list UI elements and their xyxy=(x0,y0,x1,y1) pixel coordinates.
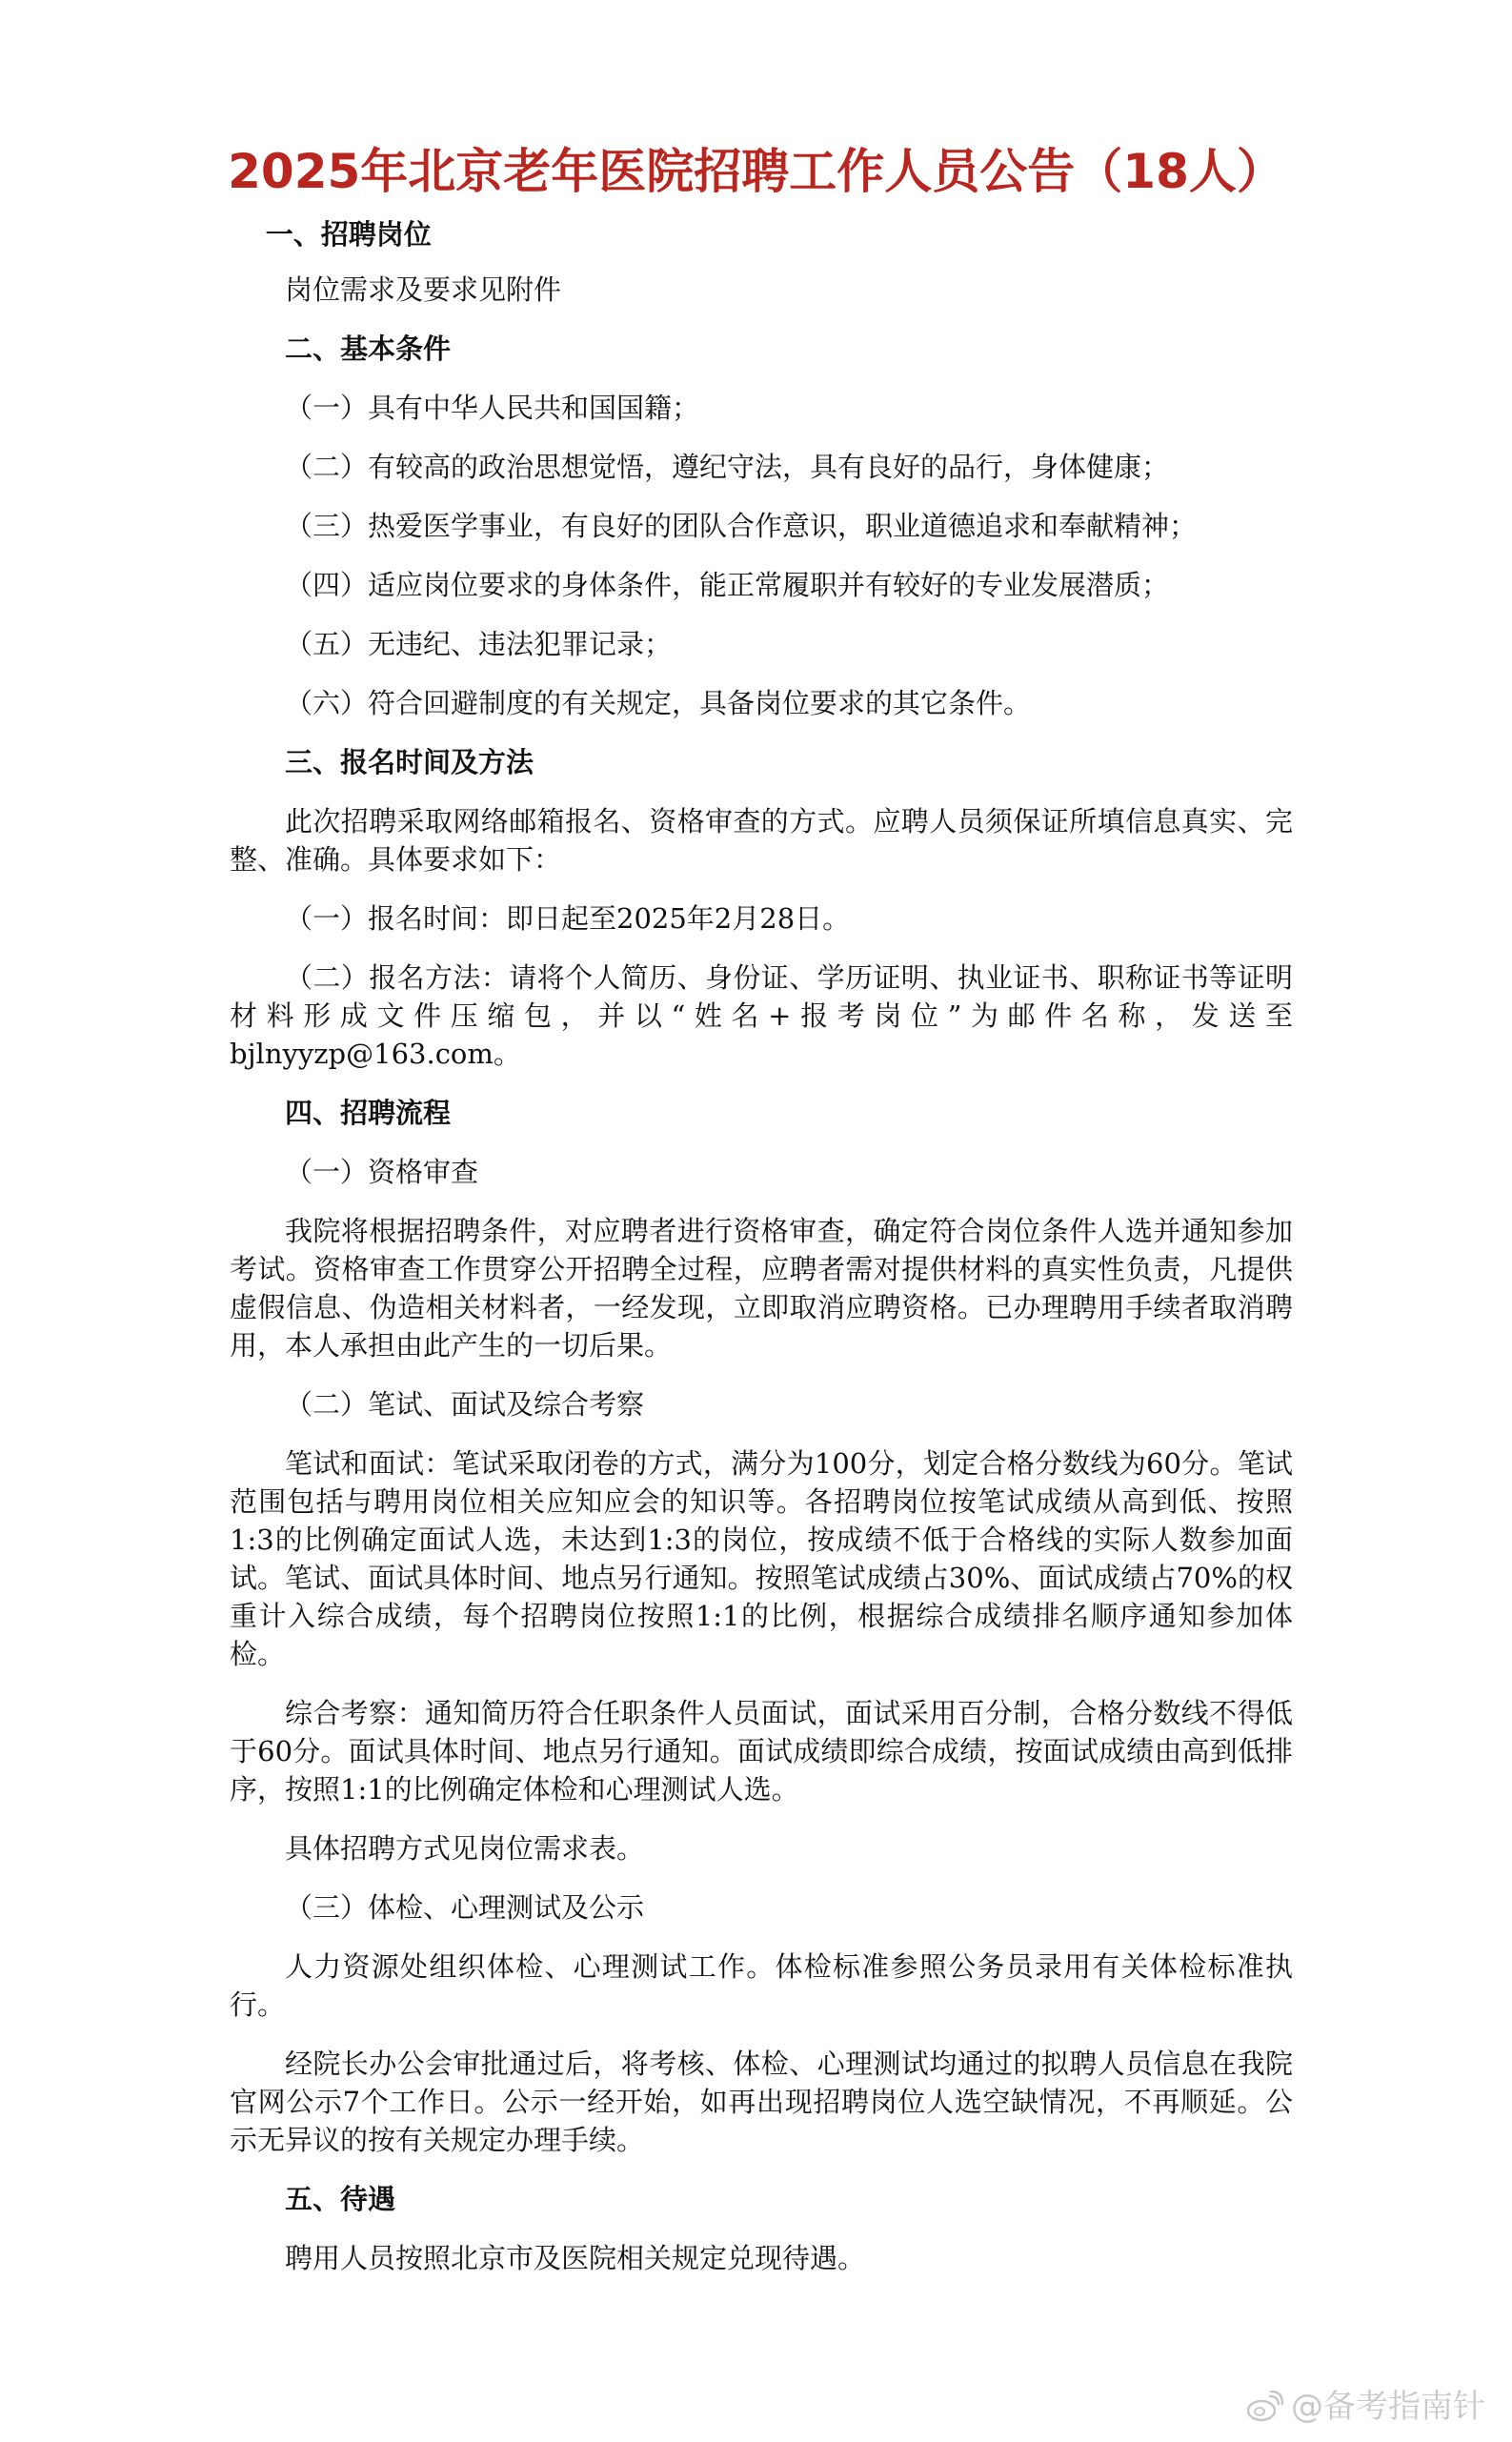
condition-item: （四）适应岗位要求的身体条件，能正常履职并有较好的专业发展潜质； xyxy=(285,569,1170,601)
condition-item: （三）热爱医学事业，有良好的团队合作意识，职业道德追求和奉献精神； xyxy=(285,510,1198,542)
subsection-heading: （二）笔试、面试及综合考察 xyxy=(285,1388,645,1421)
condition-item: （一）具有中华人民共和国国籍； xyxy=(285,392,700,424)
paragraph: 岗位需求及要求见附件 xyxy=(285,273,562,306)
paragraph: 我院将根据招聘条件，对应聘者进行资格审查，确定符合岗位条件人选并通知参加考试。资格审查工作贯穿公开招聘全过程，应聘者需对提供材料的真实性负责，凡提供虚假信息、伪造相关材料者，一经发现，立即取消应聘资格。已办理聘用手续者取消聘用，本人承担由此产生的一切后果。 xyxy=(230,1215,1293,1362)
paragraph: 人力资源处组织体检、心理测试工作。体检标准参照公务员录用有关体检标准执行。 xyxy=(230,1950,1293,2021)
paragraph: 聘用人员按照北京市及医院相关规定兑现待遇。 xyxy=(285,2242,866,2274)
paragraph: 此次招聘采取网络邮箱报名、资格审查的方式。应聘人员须保证所填信息真实、完整、准确。具体要求如下： xyxy=(230,805,1293,876)
condition-item: （五）无违纪、违法犯罪记录； xyxy=(285,628,673,660)
page-title: 2025年北京老年医院招聘工作人员公告（18人） xyxy=(228,144,1284,199)
paragraph: 综合考察：通知简历符合任职条件人员面试，面试采用百分制，合格分数线不得低于60分。面试具体时间、地点另行通知。面试成绩即综合成绩，按面试成绩由高到低排序，按照1:1的比例确定体检和心理测试人选。 xyxy=(230,1697,1293,1806)
subsection-heading: （三）体检、心理测试及公示 xyxy=(285,1891,645,1924)
condition-item: （六）符合回避制度的有关规定，具备岗位要求的其它条件。 xyxy=(285,687,1032,719)
paragraph: 具体招聘方式见岗位需求表。 xyxy=(285,1832,645,1865)
paragraph: 笔试和面试：笔试采取闭卷的方式，满分为100分，划定合格分数线为60分。笔试范围包括与聘用岗位相关应知应会的知识等。各招聘岗位按笔试成绩从高到低、按照1:3的比例确定面试人选，未达到1:3的岗位，按成绩不低于合格线的实际人数参加面试。笔试、面试具体时间、地点另行通知。按照笔试成绩占30%、面试成绩占70%的权重计入综合成绩，每个招聘岗位按照1:1的比例，根据综合成绩排名顺序通知参加体检。 xyxy=(230,1447,1293,1670)
weibo-logo-icon xyxy=(1245,2391,1283,2423)
section-heading: 二、基本条件 xyxy=(285,333,452,365)
watermark-text: @备考指南针 xyxy=(1291,2388,1485,2426)
condition-item: （二）有较高的政治思想觉悟，遵纪守法，具有良好的品行，身体健康； xyxy=(285,451,1170,483)
registration-time: （一）报名时间：即日起至2025年2月28日。 xyxy=(285,902,851,935)
paragraph: 经院长办公会审批通过后，将考核、体检、心理测试均通过的拟聘人员信息在我院官网公示7个工作日。公示一经开始，如再出现招聘岗位人选空缺情况，不再顺延。公示无异议的按有关规定办理手续。 xyxy=(230,2048,1293,2156)
document-body xyxy=(230,215,1293,2298)
registration-method: （二）报名方法：请将个人简历、身份证、学历证明、执业证书、职称证书等证明材料形成文件压缩包，并以“姓名+报考岗位”为邮件名称，发送至bjlnyyzp@163.com。 xyxy=(230,961,1293,1070)
section-heading: 四、招聘流程 xyxy=(285,1097,452,1129)
watermark xyxy=(1245,2386,1485,2428)
section-heading: 五、待遇 xyxy=(285,2183,396,2215)
section-heading: 一、招聘岗位 xyxy=(265,218,432,251)
section-heading: 三、报名时间及方法 xyxy=(285,746,534,778)
subsection-heading: （一）资格审查 xyxy=(285,1156,479,1188)
